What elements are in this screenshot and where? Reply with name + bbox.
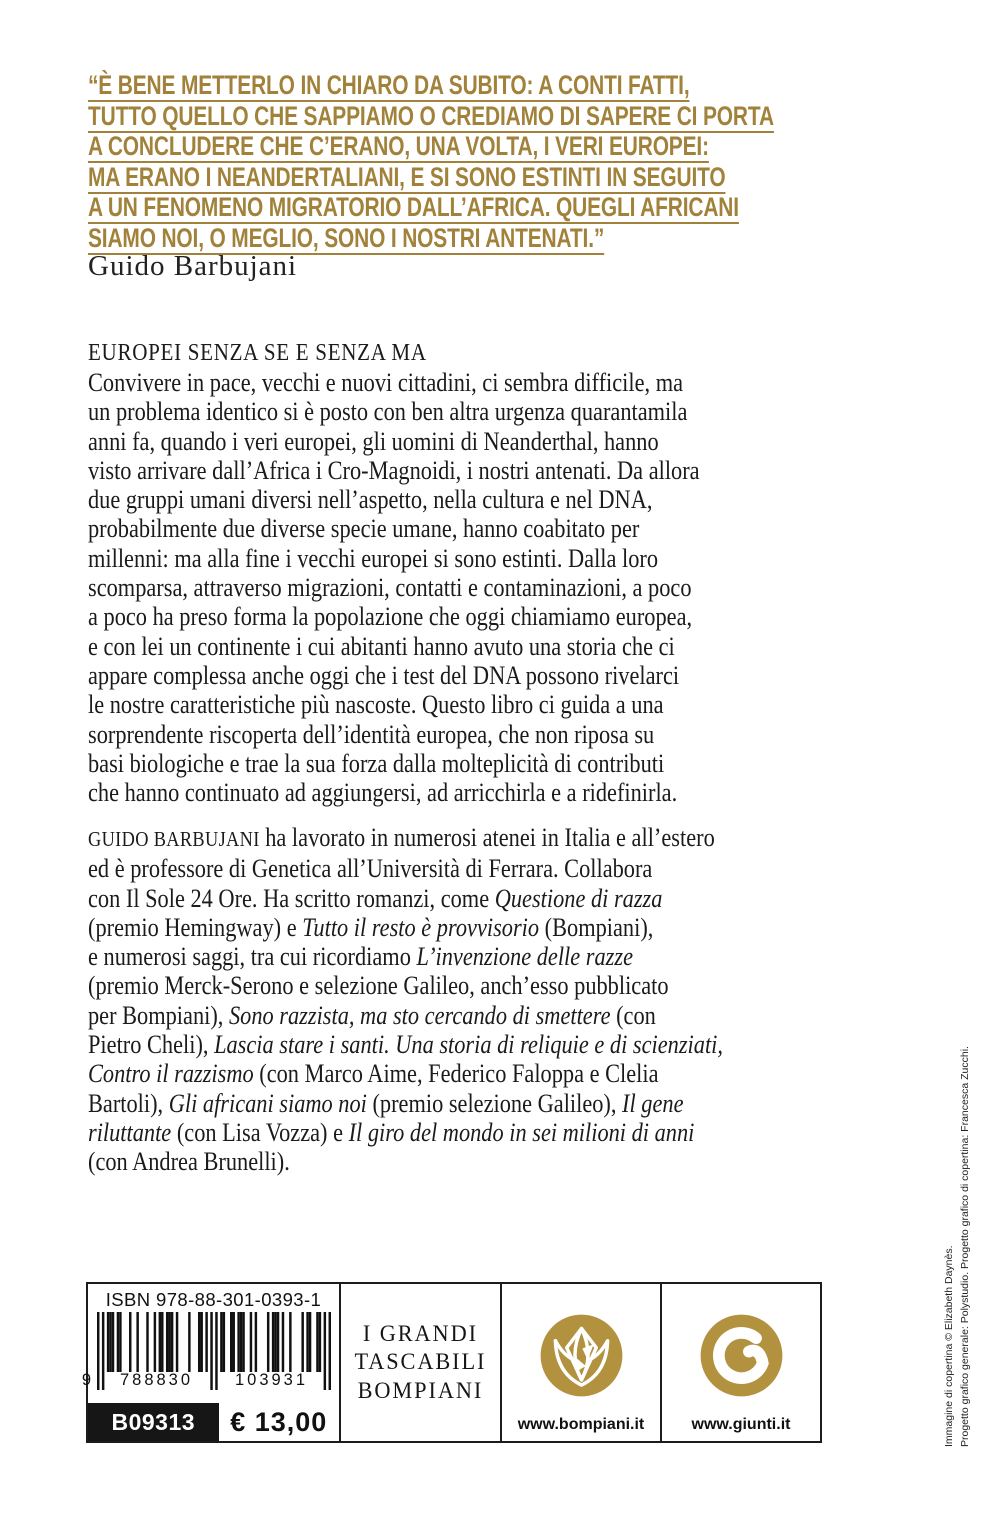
isbn-label: ISBN 978-88-301-0393-1 <box>105 1289 322 1310</box>
barcode-digit-first: 9 <box>81 1371 92 1389</box>
section-heading: EUROPEI SENZA SE E SENZA MA <box>88 339 427 366</box>
barcode-digits-left: 788830 <box>119 1371 194 1389</box>
giunti-url: www.giunti.it <box>691 1416 791 1433</box>
series-imprint: I GRANDI TASCABILI BOMPIANI <box>354 1320 487 1404</box>
pull-quote: “È BENE METTERLO IN CHIARO DA SUBITO: A CONTI FATTI, TUTTO QUELLO CHE SAPPIAMO O CREDIAMO DI SAPERE CI PORTA A CONCLUDERE CHE C’ERANO, UNA VOLTA, I VERI EUROPEI: MA ERANO I NEANDERTALIANI, E SI SONO ESTINTI IN SEGUITO A UN FENOMENO MIGRATORIO DALL’AFRICA. QUEGLI AFRICANI SIAMO NOI, O MEGLIO, SONO I NOSTRI ANTENATI.” <box>88 70 774 253</box>
colophon-table <box>81 1282 822 1443</box>
credits-line-2: Progetto grafico generale: Polystudio. Progetto grafico di copertina: Francesca Zucchi. <box>959 1046 971 1447</box>
bompiani-url: www.bompiani.it <box>517 1416 645 1433</box>
giunti-logo-icon <box>698 1312 785 1399</box>
barcode-cell <box>81 1284 339 1441</box>
price-label: € 13,00 <box>230 1406 328 1437</box>
ean-barcode <box>81 1312 331 1392</box>
credits-vertical <box>941 1037 973 1447</box>
description-block <box>88 338 836 807</box>
author-bio-paragraph: GUIDO BARBUJANI ha lavorato in numerosi atenei in Italia e all’estero ed è professore di Genetica all’Università di Ferrara. Collabora con Il Sole 24 Ore. Ha scritto romanzi, come Questione di razza (premio Hemingway) e Tutto il resto è provvisorio (Bompiani), e numerosi saggi, tra cui ricordiamo L’invenzione delle razze (premio Merck-Serono e selezione Galileo, anch’esso pubblicato per Bompiani), Sono razzista, ma sto cercando di smettere (con Pietro Cheli), Lascia stare i santi. Una storia di reliquie e di scienziati, Contro il razzismo (con Marco Aime, Federico Faloppa e Clelia Bartoli), Gli africani siamo noi (premio selezione Galileo), Il gene riluttante (con Lisa Vozza) e Il giro del mondo in sei milioni di anni (con Andrea Brunelli). <box>88 823 723 1177</box>
bompiani-cell <box>500 1284 660 1441</box>
barcode-digits-right: 103931 <box>234 1371 309 1389</box>
bompiani-flower-icon <box>538 1312 625 1399</box>
quote-attribution: Guido Barbujani <box>88 250 298 282</box>
series-cell <box>339 1284 500 1441</box>
product-code-badge: B09313 <box>88 1403 219 1441</box>
description-paragraph: Convivere in pace, vecchi e nuovi cittadini, ci sembra difficile, ma un problema identico si è posto con ben altra urgenza quarantamila anni fa, quando i veri europei, gli uomini di Neanderthal, hanno visto arrivare dall’Africa i Cro-Magnoidi, i nostri antenati. Da allora due gruppi umani diversi nell’aspetto, nella cultura e nel DNA, probabilmente due diverse specie umane, hanno coabitato per millenni: ma alla fine i vecchi europei si sono estinti. Dalla loro scomparsa, attraverso migrazioni, contatti e contaminazioni, a poco a poco ha preso forma la popolazione che oggi chiamiamo europea, e con lei un continente i cui abitanti hanno avuto una storia che ci appare complessa anche oggi che i test del DNA possono rivelarci le nostre caratteristiche più nascoste. Questo libro ci guida a una sorprendente riscoperta dell’identità europea, che non riposa su basi biologiche e trae la sua forza dalla molteplicità di contributi che hanno continuato ad aggiungersi, ad arricchirla e a ridefinirla. <box>88 368 700 808</box>
giunti-cell <box>660 1284 820 1441</box>
price-row <box>88 1403 339 1441</box>
credits-line-1: Immagine di copertina © Elizabeth Daynès. <box>943 1245 955 1447</box>
